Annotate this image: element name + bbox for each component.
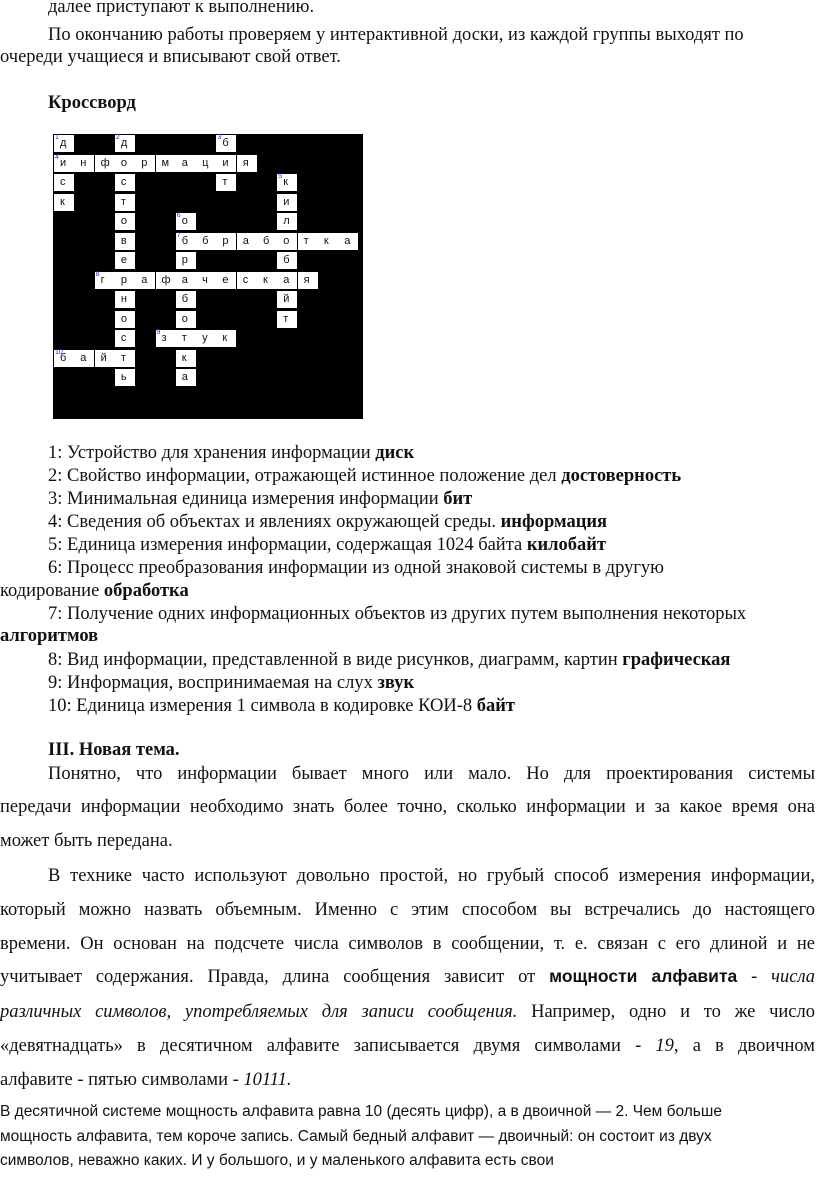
crossword-letter: с: [120, 332, 127, 344]
crossword-cell: [176, 350, 196, 367]
clue-7: 7: Получение одних информационных объектов из других путем выполнения некоторых: [48, 604, 747, 624]
crossword-cell: [176, 330, 196, 347]
crossword-heading: Кроссворд: [48, 93, 136, 113]
crossword-cell: [156, 330, 176, 347]
crossword-cell: [176, 311, 196, 328]
crossword-cell: [277, 252, 297, 269]
clue-10: 10: Единица измерения 1 символа в кодировке КОИ-8 байт: [48, 696, 515, 716]
clue-5-answer: килобайт: [526, 535, 607, 555]
clue-9-answer: звук: [377, 673, 415, 693]
alphabet-term: мощности алфавита: [549, 966, 738, 986]
crossword-letter: о: [181, 215, 188, 227]
crossword-letter: к: [263, 273, 268, 286]
crossword-cell: [115, 369, 135, 386]
p1-line-2: передачи информации необходимо знать более точно, сколько информации и за какое время она: [0, 797, 815, 817]
crossword-letter: о: [283, 234, 290, 247]
crossword-letter: н: [120, 293, 127, 305]
crossword-letter: о: [120, 215, 128, 227]
crossword-letter: а: [141, 273, 148, 286]
crossword-cell: [176, 291, 196, 308]
crossword-letter: л: [283, 215, 290, 227]
crossword-letter: с: [60, 176, 66, 188]
crossword-letter: б: [181, 234, 189, 247]
clue-2-answer: достоверность: [561, 466, 682, 486]
crossword-cell: [216, 330, 236, 347]
clue-1-answer: диск: [375, 443, 415, 463]
p2-line-2: который можно назвать объемным. Именно с этим способом вы встречались до настоящего: [0, 900, 815, 920]
clue-4-answer: информация: [500, 512, 608, 532]
crossword-cell: [156, 155, 176, 172]
crossword-clue-number: 1: [55, 134, 59, 141]
crossword-cell: [277, 233, 297, 250]
clue-7-cont: [0, 626, 98, 647]
intro-line-3: очереди учащиеся и вписывают свой ответ.: [0, 47, 341, 67]
crossword-letter: ч: [202, 273, 208, 286]
crossword-letter: о: [181, 312, 188, 325]
crossword-cell: [277, 174, 297, 191]
crossword-letter: о: [120, 156, 128, 169]
crossword-grid: [53, 134, 363, 419]
p2-line-5: различных символов, употребляемых для записи сообщения. Например, одно и то же число: [0, 1002, 815, 1022]
crossword-letter: р: [181, 254, 188, 266]
crossword-cell: [54, 194, 74, 211]
crossword-cell: [74, 350, 94, 367]
crossword-cell: [74, 155, 94, 172]
clue-1: 1: Устройство для хранения информации диск: [48, 443, 415, 463]
crossword-cell: [115, 135, 135, 152]
crossword-letter: а: [181, 273, 188, 286]
crossword-letter: я: [242, 156, 249, 169]
crossword-cell: [176, 369, 196, 386]
crossword-clue-number: 8: [95, 270, 100, 278]
footer-line-2: мощность алфавита, тем короче запись. Самый бедный алфавит — двоичный: он состоит из двух: [0, 1128, 712, 1145]
crossword-cell: [95, 350, 115, 367]
crossword-cell: [216, 155, 236, 172]
clue-9: 9: Информация, воспринимаемая на слух звук: [48, 673, 415, 693]
intro-line-1: далее приступают к выполнению.: [48, 0, 315, 17]
crossword-letter: д: [120, 137, 128, 149]
crossword-letter: м: [161, 156, 170, 169]
crossword-letter: к: [60, 195, 65, 208]
clue-3: 3: Минимальная единица измерения информации бит: [48, 489, 473, 509]
crossword-letter: к: [222, 332, 228, 344]
crossword-cell: [277, 194, 297, 211]
crossword-letter: ь: [120, 371, 127, 383]
section-heading: III. Новая тема.: [48, 740, 180, 760]
crossword-cell: [277, 272, 297, 289]
crossword-clue-number: 3: [217, 134, 222, 141]
clue-5: 5: Единица измерения информации, содержащая 1024 байта килобайт: [48, 535, 607, 555]
clue-3-answer: бит: [443, 489, 473, 509]
crossword-cell: [237, 155, 257, 172]
crossword-letter: ц: [202, 156, 209, 169]
crossword-letter: б: [263, 234, 270, 247]
crossword-clue-number: 10: [55, 348, 63, 356]
crossword-letter: й: [283, 293, 290, 305]
crossword-clue-number: 6: [176, 212, 181, 219]
crossword-cell: [257, 272, 277, 289]
crossword-letter: т: [303, 234, 309, 247]
footer-line-3: символов, неважно каких. И у большого, и у маленького алфавита есть свои: [0, 1152, 554, 1169]
crossword-letter: т: [120, 195, 126, 208]
clue-4: 4: Сведения об объектах и явлениях окружающей среды. информация: [48, 512, 608, 532]
crossword-letter: т: [181, 332, 187, 344]
crossword-letter: т: [222, 176, 228, 188]
crossword-cell: [115, 291, 135, 308]
crossword-letter: а: [242, 234, 249, 247]
crossword-cell: [176, 252, 196, 269]
crossword-cell: [216, 233, 236, 250]
p2-line-1: В технике часто используют довольно простой, но грубый способ измерения информации,: [48, 866, 815, 886]
crossword-cell: [115, 252, 135, 269]
crossword-cell: [298, 233, 318, 250]
crossword-letter: а: [181, 156, 188, 169]
crossword-letter: к: [323, 234, 329, 247]
crossword-cell: [54, 174, 74, 191]
crossword-cell: [237, 233, 257, 250]
clue-6: 6: Процесс преобразования информации из одной знаковой системы в другую: [48, 558, 665, 578]
crossword-cell: [176, 272, 196, 289]
footer-line-1: В десятичной системе мощность алфавита равна 10 (десять цифр), а в двоичной — 2. Чем больше: [0, 1103, 722, 1120]
crossword-letter: ф: [161, 273, 171, 286]
crossword-cell: [54, 350, 74, 367]
crossword-cell: [135, 155, 155, 172]
crossword-cell: [54, 155, 74, 172]
crossword-letter: к: [181, 351, 187, 364]
crossword-cell: [115, 213, 135, 230]
crossword-cell: [216, 135, 236, 152]
crossword-letter: и: [283, 195, 290, 208]
crossword-letter: а: [344, 234, 351, 247]
crossword-letter: р: [141, 156, 148, 169]
crossword-letter: с: [242, 273, 249, 286]
p1-line-1: Понятно, что информации бывает много или мало. Но для проектирования системы: [48, 764, 815, 784]
crossword-cell: [277, 213, 297, 230]
crossword-cell: [257, 233, 277, 250]
crossword-letter: д: [60, 137, 67, 149]
p1-line-3: может быть передана.: [0, 831, 173, 851]
clue-6-answer: обработка: [103, 581, 189, 601]
crossword-letter: я: [303, 273, 310, 286]
crossword-cell: [115, 330, 135, 347]
crossword-letter: т: [120, 351, 126, 364]
clue-2: 2: Свойство информации, отражающей истинное положение дел достоверность: [48, 466, 682, 486]
crossword-cell: [298, 272, 318, 289]
crossword-cell: [237, 272, 257, 289]
intro-line-2: По окончанию работы проверяем у интерактивной доски, из каждой группы выходят по: [48, 25, 744, 45]
crossword-clue-number: 2: [115, 134, 120, 141]
crossword-letter: в: [120, 234, 127, 247]
crossword-letter: е: [120, 254, 128, 266]
crossword-letter: е: [222, 273, 229, 286]
crossword-cell: [196, 272, 216, 289]
crossword-letter: г: [100, 273, 105, 286]
crossword-cell: [95, 155, 115, 172]
crossword-cell: [277, 291, 297, 308]
p2-line-7: алфавите - пятью символами - 10111.: [0, 1070, 292, 1090]
crossword-clue-number: 5: [278, 173, 283, 180]
crossword-cell: [115, 194, 135, 211]
crossword-letter: з: [161, 332, 167, 344]
crossword-letter: а: [181, 371, 188, 383]
crossword-letter: б: [283, 254, 290, 266]
crossword-letter: б: [202, 234, 209, 247]
crossword-letter: б: [222, 137, 229, 149]
clue-7-answer: алгоритмов: [0, 626, 99, 646]
crossword-letter: б: [181, 293, 189, 305]
crossword-clue-number: 7: [176, 231, 181, 239]
crossword-letter: а: [80, 351, 87, 364]
crossword-cell: [216, 272, 236, 289]
crossword-letter: а: [283, 273, 290, 286]
crossword-cell: [216, 174, 236, 191]
crossword-clue-number: 9: [156, 329, 161, 336]
crossword-cell: [196, 330, 216, 347]
crossword-letter: ф: [100, 156, 110, 169]
crossword-cell: [115, 311, 135, 328]
crossword-cell: [95, 272, 115, 289]
crossword-letter: р: [120, 273, 128, 286]
crossword-cell: [115, 272, 135, 289]
p2-line-3: времени. Он основан на подсчете числа символов в сообщении, т. е. связан с его длиной и не: [0, 934, 815, 954]
clue-8-answer: графическая: [622, 650, 731, 670]
clue-6-cont: кодирование обработка: [0, 581, 189, 601]
crossword-cell: [54, 135, 74, 152]
crossword-cell: [115, 233, 135, 250]
crossword-letter: к: [283, 176, 289, 188]
crossword-cell: [115, 155, 135, 172]
p2-line-6: «девятнадцать» в десятичном алфавите записывается двумя символами - 19, а в двоичном: [0, 1036, 815, 1056]
crossword-cell: [176, 155, 196, 172]
crossword-letter: с: [120, 176, 127, 188]
crossword-cell: [156, 272, 176, 289]
crossword-cell: [196, 155, 216, 172]
crossword-letter: и: [60, 156, 67, 169]
p2-line-4: учитывает содержания. Правда, длина сообщения зависит от мощности алфавита - числа: [0, 966, 816, 987]
crossword-letter: т: [283, 312, 289, 325]
crossword-cell: [338, 233, 358, 250]
crossword-letter: у: [202, 332, 208, 344]
clue-10-answer: байт: [476, 696, 515, 716]
crossword-cell: [318, 233, 338, 250]
crossword-cell: [176, 213, 196, 230]
crossword-letter: б: [60, 351, 67, 364]
crossword-cell: [115, 174, 135, 191]
crossword-cell: [196, 233, 216, 250]
crossword-cell: [135, 272, 155, 289]
crossword-letter: и: [222, 156, 229, 169]
crossword-letter: р: [222, 234, 229, 247]
crossword-letter: й: [100, 351, 107, 364]
crossword-clue-number: 4: [55, 153, 59, 161]
crossword-cell: [115, 350, 135, 367]
crossword-cell: [277, 311, 297, 328]
crossword-cell: [176, 233, 196, 250]
crossword-letter: н: [80, 156, 87, 169]
clue-8: 8: Вид информации, представленной в виде рисунков, диаграмм, картин графическая: [48, 650, 731, 670]
crossword-letter: о: [120, 312, 128, 325]
